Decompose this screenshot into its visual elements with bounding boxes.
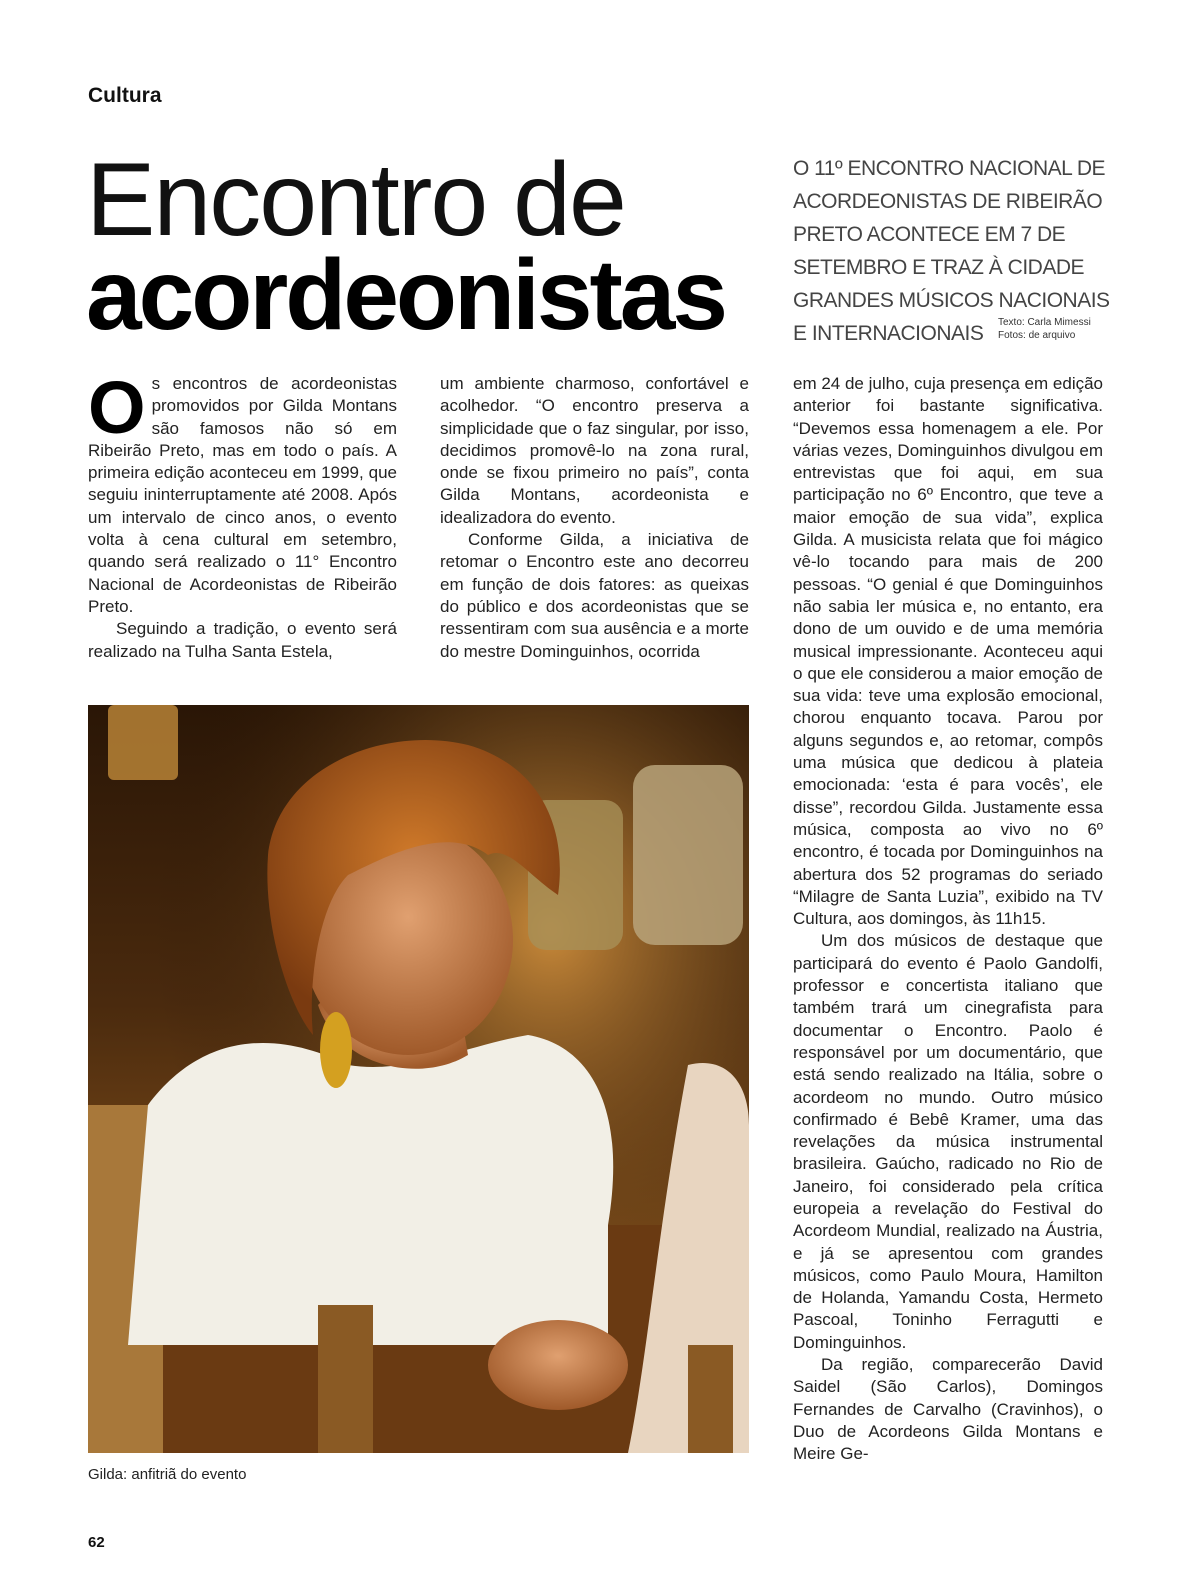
article-photo <box>88 705 749 1453</box>
deck-line: E INTERNACIONAIS <box>793 322 984 345</box>
article-paragraph: em 24 de julho, cuja presença em edição anterior foi bastante significativa. “Devemos essa homenagem a ele. Por várias vezes, Dominguinhos divulgou em entrevistas que foi aqui, em sua participação no 6º Encontro, que teve a maior emoção de sua vida”, explica Gilda. A musicista relata que foi mágico vê-lo tocando para mais de 200 pessoas. “O genial é que Dominguinhos não sabia ler música e, no entanto, era dono de um ouvido e de uma memória musical impressionante. Aconteceu aqui o que ele considerou a maior emoção de sua vida: teve uma explosão emocional, chorou enquanto tocava. Parou por alguns segundos e, ao retomar, compôs uma música que dedicou à plateia emocionada: ‘esta é para vocês’, ele disse”, recordou Gilda. Justamente essa música, composta ao vivo no 6º encontro, é tocada por Dominguinhos na abertura dos 52 programas do seriado “Milagre de Santa Luzia”, exibido na TV Cultura, aos domingos, às 11h15. <box>793 374 1103 929</box>
article-paragraph: Seguindo a tradição, o evento será realizado na Tulha Santa Estela, <box>88 619 397 661</box>
article-column-2 <box>440 373 749 663</box>
deck-line: ACORDEONISTAS DE RIBEIRÃO <box>793 190 1103 213</box>
page-number: 62 <box>88 1534 105 1551</box>
article-paragraph: Da região, comparecerão David Saidel (São Carlos), Domingos Fernandes de Carvalho (Cravinhos), o Duo de Acordeons Gilda Montans e Meire Ge- <box>793 1355 1103 1464</box>
background-jar <box>633 765 743 945</box>
article-paragraph: um ambiente charmoso, confortável e acolhedor. “O encontro preserva a simplicidade que o faz singular, por isso, decidimos promovê-lo na zona rural, onde se fixou primeiro no país”, conta Gilda Montans, acordeonista e idealizadora do evento. <box>440 374 749 527</box>
article-column-1 <box>88 366 397 663</box>
section-label: Cultura <box>88 84 162 107</box>
chair-post <box>688 1345 733 1453</box>
headline-line-1: Encontro de <box>86 142 625 258</box>
photo-illustration <box>88 705 749 1453</box>
white-blouse <box>128 1035 613 1345</box>
deck-line: PRETO ACONTECE EM 7 DE <box>793 223 1066 246</box>
deck-line: SETEMBRO E TRAZ À CIDADE <box>793 256 1084 279</box>
photo-credit: Fotos: de arquivo <box>998 330 1076 341</box>
article-column-3 <box>793 373 1103 1466</box>
deck-line: O 11º ENCONTRO NACIONAL DE <box>793 157 1106 180</box>
background-lamp <box>108 705 178 780</box>
article-paragraph <box>88 366 397 618</box>
chair-post <box>318 1305 373 1453</box>
headline-line-2: acordeonistas <box>86 239 726 351</box>
photo-caption: Gilda: anfitriã do evento <box>88 1466 247 1483</box>
drop-cap: O <box>88 366 146 449</box>
paragraph-text: s encontros de acordeonistas promovidos por Gilda Montans são famosos não só em Ribeirão Preto, mas em todo o país. A primeira edição aconteceu em 1999, que seguiu ininterruptamente até 2008. Após um intervalo de cinco anos, o evento volta à cena cultural em setembro, quando será realizado o 11° Encontro Nacional de Acordeonistas de Ribeirão Preto. <box>88 374 397 616</box>
hand <box>488 1320 628 1410</box>
article-paragraph: Um dos músicos de destaque que participará do evento é Paolo Gandolfi, professor e concertista italiano que também trará um cinegrafista para documentar o Encontro. Paolo é responsável por um documentário, que está sendo realizado na Itália, sobre o acordeom no mundo. Outro músico confirmado é Bebê Kramer, uma das revelações da música instrumental brasileira. Gaúcho, radicado no Rio de Janeiro, foi considerado pela crítica europeia a revelação do Festival do Acordeom Mundial, realizado na Áustria, e já se apresentou com grandes músicos, como Paulo Moura, Hamilton de Holanda, Yamandu Costa, Hermeto Pascoal, Toninho Ferragutti e Dominguinhos. <box>793 931 1103 1352</box>
text-credit: Texto: Carla Mimessi <box>998 317 1091 328</box>
article-paragraph: Conforme Gilda, a iniciativa de retomar o Encontro este ano decorreu em função de dois fatores: as queixas do público e dos acordeonistas que se ressentiram com sua ausência e a morte do mestre Dominguinhos, ocorrida <box>440 530 749 661</box>
earring <box>320 1012 352 1088</box>
byline-credits <box>998 316 1091 342</box>
deck-line: GRANDES MÚSICOS NACIONAIS <box>793 289 1110 312</box>
